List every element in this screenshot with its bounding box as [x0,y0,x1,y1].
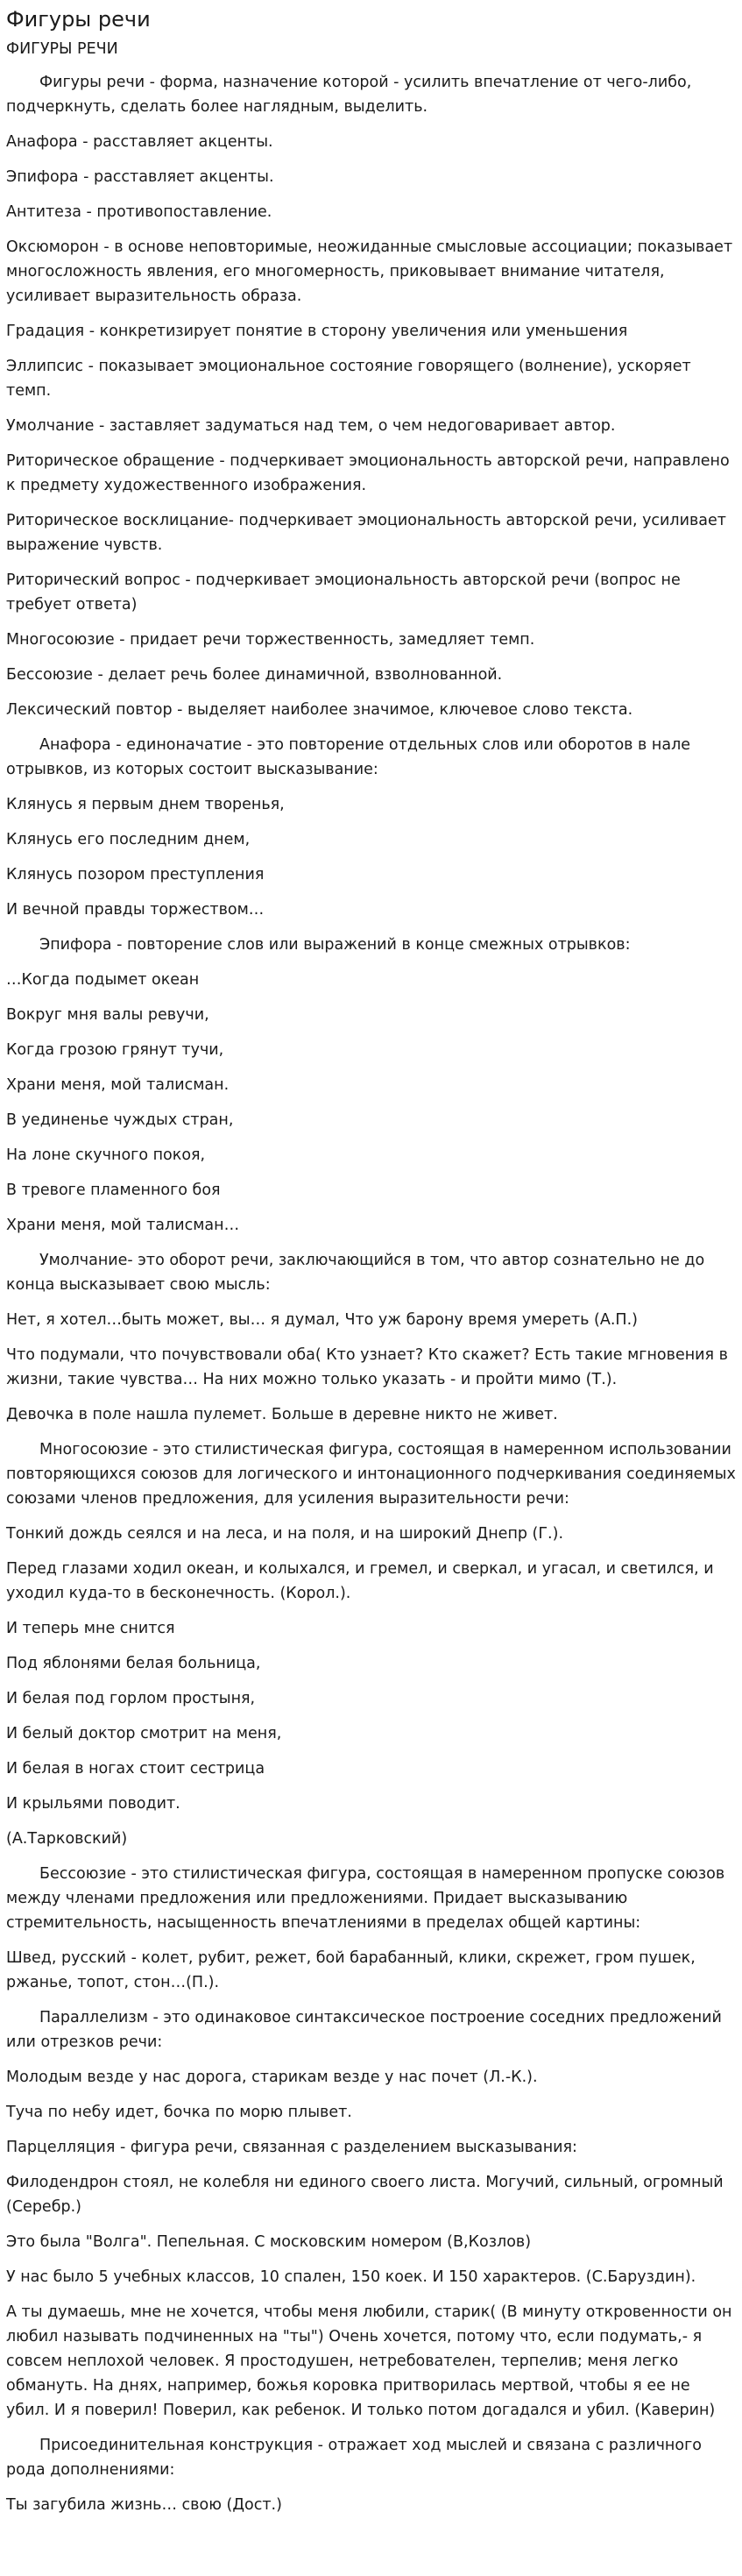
paragraph: Перед глазами ходил океан, и колыхался, и гремел, и сверкал, и угасал, и светился, и уходил куда-то в бесконечность. (Корол.). [6,1560,714,1602]
paragraph: И белая под горлом простыня, [6,1690,256,1707]
paragraph: Нет, я хотел…быть может, вы… я думал, Что уж барону время умереть (А.П.) [6,1311,638,1329]
paragraph: …Когда подымет океан [6,971,200,989]
paragraph: Швед, русский - колет, рубит, режет, бой барабанный, клики, скрежет, гром пушек, ржанье, топот, стон…(П.). [6,1949,696,1991]
paragraph: Филодендрон стоял, не колебля ни единого своего листа. Могучий, сильный, огромный (Серебр.) [6,2174,724,2216]
paragraph: Бессоюзие - делает речь более динамичной, взволнованной. [6,666,503,684]
paragraph: Многосоюзие - придает речи торжественность, замедляет темп. [6,631,535,649]
paragraph: Тонкий дождь сеялся и на леса, и на поля, и на широкий Днепр (Г.). [6,1525,564,1543]
paragraph: И белый доктор смотрит на меня, [6,1725,282,1742]
paragraph: И вечной правды торжеством… [6,901,265,919]
paragraph: А ты думаешь, мне не хочется, чтобы меня любили, старик( (В минуту откровенности он любил называть подчиненных на "ты") Очень хочется, потому что, если подумать,- я совсем неплохой человек. Я простодушен, нетребователен, терпелив; меня легко обмануть. На днях, например, божья коровка притворилась мертвой, чтобы я ее не убил. И я поверил! Поверил, как ребенок. И только потом догадался и убил. (Каверин) [6,2303,732,2419]
paragraph: На лоне скучного покоя, [6,1146,206,1164]
paragraph: (А.Тарковский) [6,1830,128,1848]
paragraph: Клянусь его последним днем, [6,831,251,848]
paragraph: Антитеза - противопоставление. [6,203,272,221]
paragraph: В уединенье чуждых стран, [6,1111,234,1129]
paragraph: Параллелизм - это одинаковое синтаксическое построение соседних предложений или отрезков речи: [6,2009,722,2051]
paragraph: Анафора - единоначатие - это повторение отдельных слов или оборотов в нале отрывков, из которых состоит высказывание: [6,736,691,778]
paragraph: Молодым везде у нас дорога, старикам везде у нас почет (Л.-К.). [6,2069,538,2086]
paragraph: Храни меня, мой талисман. [6,1076,230,1094]
paragraph: Фигуры речи - форма, назначение которой - усилить впечатление от чего-либо, подчеркнуть, сделать более наглядным, выделить. [6,74,692,116]
paragraph: Умолчание- это оборот речи, заключающийся в том, что автор сознательно не до конца высказывает свою мысль: [6,1252,705,1294]
paragraph: Бессоюзие - это стилистическая фигура, состоящая в намеренном пропуске союзов между членами предложения или предложениями. Придает высказыванию стремительность, насыщенность впечатлениями в пределах общей картины: [6,1865,725,1932]
paragraph: Ты загубила жизнь… свою (Дост.) [6,2496,282,2514]
paragraph: Риторическое восклицание- подчеркивает эмоциональность авторской речи, усиливает выражение чувств. [6,512,726,554]
paragraph: Градация - конкретизирует понятие в сторону увеличения или уменьшения [6,323,628,340]
paragraph: Эллипсис - показывает эмоциональное состояние говорящего (волнение), ускоряет темп. [6,358,691,400]
paragraph: Это была "Волга". Пепельная. С московским номером (В,Козлов) [6,2233,532,2251]
paragraph: И теперь мне снится [6,1620,175,1637]
paragraph: Анафора - расставляет акценты. [6,133,273,151]
document-body [6,70,737,2517]
paragraph: Парцелляция - фигура речи, связанная с разделением высказывания: [6,2139,577,2156]
paragraph: Умолчание - заставляет задуматься над тем, о чем недоговаривает автор. [6,417,616,435]
paragraph: Клянусь позором преступления [6,866,265,884]
paragraph: Лексический повтор - выделяет наиболее значимое, ключевое слово текста. [6,701,633,719]
paragraph: Риторическое обращение - подчеркивает эмоциональность авторской речи, направлено к предмету художественного изображения. [6,452,730,494]
paragraph: Эпифора - повторение слов или выражений в конце смежных отрывков: [39,936,631,954]
paragraph: Эпифора - расставляет акценты. [6,168,274,186]
document-subtitle: ФИГУРЫ РЕЧИ [6,40,118,58]
page-title: Фигуры речи [6,7,151,32]
paragraph: Присоединительная конструкция - отражает ход мыслей и связана с различного рода дополнениями: [6,2437,702,2479]
paragraph: Вокруг мня валы ревучи, [6,1006,209,1024]
paragraph: Оксюморон - в основе неповторимые, неожиданные смысловые ассоциации; показывает многосложность явления, его многомерность, приковывает внимание читателя, усиливает выразительность образа. [6,238,733,305]
paragraph: Храни меня, мой талисман… [6,1217,240,1234]
paragraph: Клянусь я первым днем творенья, [6,796,285,813]
paragraph: Туча по небу идет, бочка по морю плывет. [6,2104,352,2121]
paragraph: И белая в ногах стоит сестрица [6,1760,265,1778]
paragraph: В тревоге пламенного боя [6,1182,221,1199]
paragraph: Что подумали, что почувствовали оба( Кто узнает? Кто скажет? Есть такие мгновения в жизни, такие чувства… На них можно только указать - и пройти мимо (Т.). [6,1346,728,1388]
paragraph: Девочка в поле нашла пулемет. Больше в деревне никто не живет. [6,1406,558,1423]
paragraph: Риторический вопрос - подчеркивает эмоциональность авторской речи (вопрос не требует ответа) [6,571,681,614]
paragraph: Многосоюзие - это стилистическая фигура, состоящая в намеренном использовании повторяющихся союзов для логического и интонационного подчеркивания соединяемых союзами членов предложения, для усиления выразительности речи: [6,1441,736,1508]
paragraph: И крыльями поводит. [6,1795,180,1813]
paragraph: Когда грозою грянут тучи, [6,1041,224,1059]
paragraph: У нас было 5 учебных классов, 10 спален, 150 коек. И 150 характеров. (С.Баруздин). [6,2268,696,2286]
paragraph: Под яблонями белая больница, [6,1655,261,1672]
